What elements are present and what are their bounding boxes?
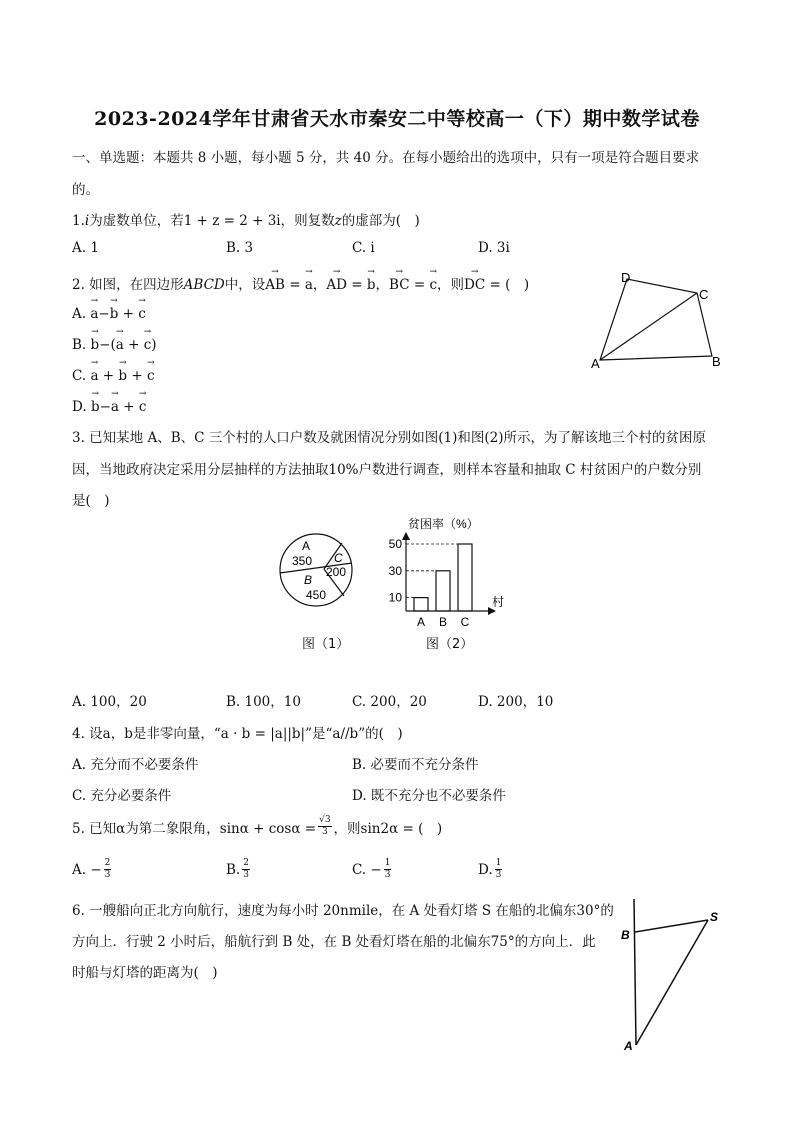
q4-option-b: B. 必要而不充分条件 [352, 757, 479, 773]
y-axis-arrow-icon [402, 532, 410, 540]
bar-chart-figure [380, 514, 510, 632]
question-3-line3: 是( ) [72, 493, 110, 509]
y-tick-label-50: 50 [388, 537, 402, 551]
q4-option-d: D. 既不充分也不必要条件 [352, 788, 506, 804]
q3-option-d: D. 200，10 [478, 694, 554, 710]
q2-option-d: D. → b−→ a + → c [72, 397, 146, 415]
pie-caption: 图（1） [302, 637, 350, 652]
q2-option-a: A. → a−→ b + → c [72, 304, 146, 322]
y-tick-label-10: 10 [388, 590, 402, 605]
question-6-line2: 方向上．行驶 2 小时后，船航行到 B 处，在 B 处看灯塔在船的北偏东75°的方向上．此 [72, 934, 596, 950]
vertex-label-b: B [712, 354, 721, 369]
question-3-line2: 因，当地政府决定采用分层抽样的方法抽取10%户数进行调查，则样本容量和抽取 C 村贫困户的户数分别 [72, 462, 702, 478]
navigation-figure [612, 895, 732, 1055]
q1-option-a: A. 1 [72, 240, 99, 256]
vertex-label-c: C [699, 287, 709, 302]
q1-option-c: C. i [352, 240, 375, 256]
y-tick-label-30: 30 [388, 563, 402, 578]
q5-fraction: $\frac{√3}{3}$ [319, 815, 331, 837]
vertex-label-d: D [621, 270, 631, 285]
question-6-line3: 时船与灯塔的距离为( ) [72, 965, 218, 981]
question-1: 1.i为虚数单位，若1 + z = 2 + 3i，则复数z的虚部为( ) [72, 213, 420, 229]
line-as [636, 920, 708, 1045]
q5-option-d: D. 1 3 [478, 858, 502, 880]
point-label-a: A [624, 1039, 633, 1053]
bar-B [436, 571, 450, 611]
question-5: 5. 已知α为第二象限角，sinα + cosα = $\frac{√3}{3}$ ，则sin2α = ( ) [72, 815, 443, 837]
question-3-line1: 3. 已知某地 A、B、C 三个村的人口户数及就困情况分别如图(1)和图(2)所示，为了解该地三个村的贫困原 [72, 430, 706, 446]
point-label-s: S [710, 910, 719, 924]
q1-option-d: D. 3i [478, 240, 510, 256]
x-tick-label-C: C [460, 615, 470, 629]
q3-option-b: B. 100，10 [226, 694, 301, 710]
bar-C [458, 544, 472, 611]
bar-chart-caption: 图（2） [426, 637, 474, 652]
north-line [634, 899, 636, 1045]
chart-xlabel: 村 [492, 595, 505, 609]
q4-option-c: C. 充分必要条件 [72, 788, 172, 804]
pie-label-c: C [334, 551, 343, 565]
x-tick-label-B: B [438, 615, 448, 629]
pie-chart-figure [276, 530, 356, 610]
quadrilateral-figure [585, 262, 730, 377]
x-tick-label-A: A [416, 615, 426, 629]
point-label-b: B [621, 928, 630, 942]
question-6-line1: 6. 一艘船向正北方向航行，速度为每小时 20nmile，在 A 处看灯塔 S 在船的北偏东30°的 [72, 903, 614, 919]
q3-option-a: A. 100，20 [72, 694, 147, 710]
bar-A [414, 598, 428, 611]
q5-option-c: C. − $\frac{1}{3}$ [352, 858, 391, 880]
q1-option-b: B. 3 [226, 240, 254, 256]
diagonal-ac [600, 293, 697, 360]
section-heading-line2: 的。 [72, 182, 99, 198]
pie-value-a: 350 [292, 554, 313, 568]
pie-label-b: B [304, 573, 313, 587]
q3-option-c: C. 200，20 [352, 694, 427, 710]
question-4: 4. 设a，b是非零向量，“a · b = |a||b|”是“a//b”的( ) [72, 726, 403, 742]
line-bs [635, 920, 708, 932]
pie-value-b: 450 [306, 588, 327, 602]
pie-label-a: A [302, 539, 311, 553]
question-2: 2. 如图，在四边形ABCD中，设→ AB = → a，→ AD = → b，→ BC = → c，则→ DC = ( ) [72, 273, 529, 293]
pie-value-c: 200 [326, 565, 347, 579]
section-heading-line1: 一、单选题：本题共 8 小题，每小题 5 分，共 40 分。在每小题给出的选项中，只有一项是符合题目要求 [72, 150, 700, 166]
q5-option-b: B. 2 3 [226, 858, 249, 880]
q4-option-a: A. 充分而不必要条件 [72, 757, 199, 773]
q2-option-c: C. → a + → b + → c [72, 366, 155, 384]
chart-ylabel: 贫困率（%） [408, 517, 479, 531]
page-title: 2023-2024学年甘肃省天水市秦安二中等校高一（下）期中数学试卷 [94, 108, 700, 130]
q5-option-a: A. − $\frac{2}{3}$ [72, 858, 111, 880]
vertex-label-a: A [591, 356, 600, 371]
q2-option-b: B. → b−(→ a + → c) [72, 335, 157, 353]
